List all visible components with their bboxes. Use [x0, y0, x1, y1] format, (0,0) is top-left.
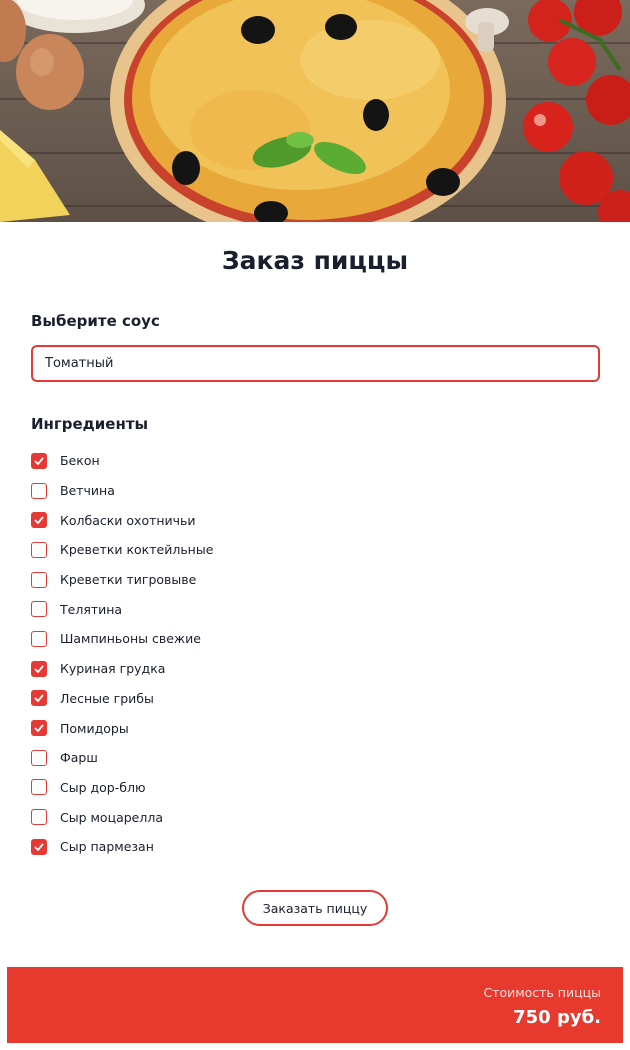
checkbox[interactable]	[31, 601, 47, 617]
ingredient-item[interactable]	[31, 713, 431, 743]
ingredient-label: Сыр пармезан	[60, 839, 154, 855]
ingredient-item[interactable]	[31, 743, 431, 773]
ingredient-label: Помидоры	[60, 720, 129, 736]
ingredient-item[interactable]	[31, 684, 431, 714]
checkbox[interactable]	[31, 661, 47, 677]
ingredient-item[interactable]	[31, 446, 431, 476]
checkbox[interactable]	[31, 690, 47, 706]
checkbox[interactable]	[31, 839, 47, 855]
checkbox[interactable]	[31, 631, 47, 647]
ingredient-label: Сыр моцарелла	[60, 809, 164, 825]
sauce-selected-value: Томатный	[45, 356, 114, 371]
checkbox[interactable]	[31, 750, 47, 766]
checkbox[interactable]	[31, 483, 47, 499]
ingredient-label: Креветки коктейльные	[60, 542, 214, 558]
ingredient-label: Бекон	[60, 453, 100, 469]
ingredient-item[interactable]	[31, 594, 431, 624]
ingredient-item[interactable]	[31, 832, 431, 862]
ingredient-label: Креветки тигровыве	[60, 572, 197, 588]
sauce-label: Выберите соус	[31, 312, 160, 330]
checkbox[interactable]	[31, 572, 47, 588]
checkbox[interactable]	[31, 779, 47, 795]
ingredients-label: Ингредиенты	[31, 415, 149, 433]
checkbox[interactable]	[31, 512, 47, 528]
ingredient-label: Ветчина	[60, 483, 115, 499]
ingredient-item[interactable]	[31, 654, 431, 684]
ingredient-label: Шампиньоны свежие	[60, 631, 201, 647]
ingredient-label: Куриная грудка	[60, 661, 166, 677]
ingredient-item[interactable]	[31, 535, 431, 565]
page-title: Заказ пиццы	[221, 246, 409, 275]
cost-label: Стоимость пиццы	[483, 985, 601, 1000]
ingredient-label: Лесные грибы	[60, 690, 154, 706]
ingredient-item[interactable]	[31, 505, 431, 535]
ingredient-item[interactable]	[31, 476, 431, 506]
cost-value: 750 руб.	[513, 1007, 601, 1028]
order-pizza-button[interactable]: Заказать пиццу	[242, 890, 388, 926]
ingredient-item[interactable]	[31, 565, 431, 595]
checkbox[interactable]	[31, 809, 47, 825]
price-footer	[7, 967, 623, 1043]
ingredient-label: Сыр дор-блю	[60, 779, 146, 795]
ingredient-item[interactable]	[31, 773, 431, 803]
hero-pizza-image	[0, 0, 630, 222]
sauce-select[interactable]	[31, 345, 600, 382]
checkbox[interactable]	[31, 542, 47, 558]
ingredient-label: Телятина	[60, 601, 123, 617]
ingredient-label: Колбаски охотничьи	[60, 512, 196, 528]
checkbox[interactable]	[31, 720, 47, 736]
checkbox[interactable]	[31, 453, 47, 469]
ingredient-label: Фарш	[60, 750, 98, 766]
ingredients-list	[31, 446, 431, 862]
ingredient-item[interactable]	[31, 624, 431, 654]
ingredient-item[interactable]	[31, 802, 431, 832]
